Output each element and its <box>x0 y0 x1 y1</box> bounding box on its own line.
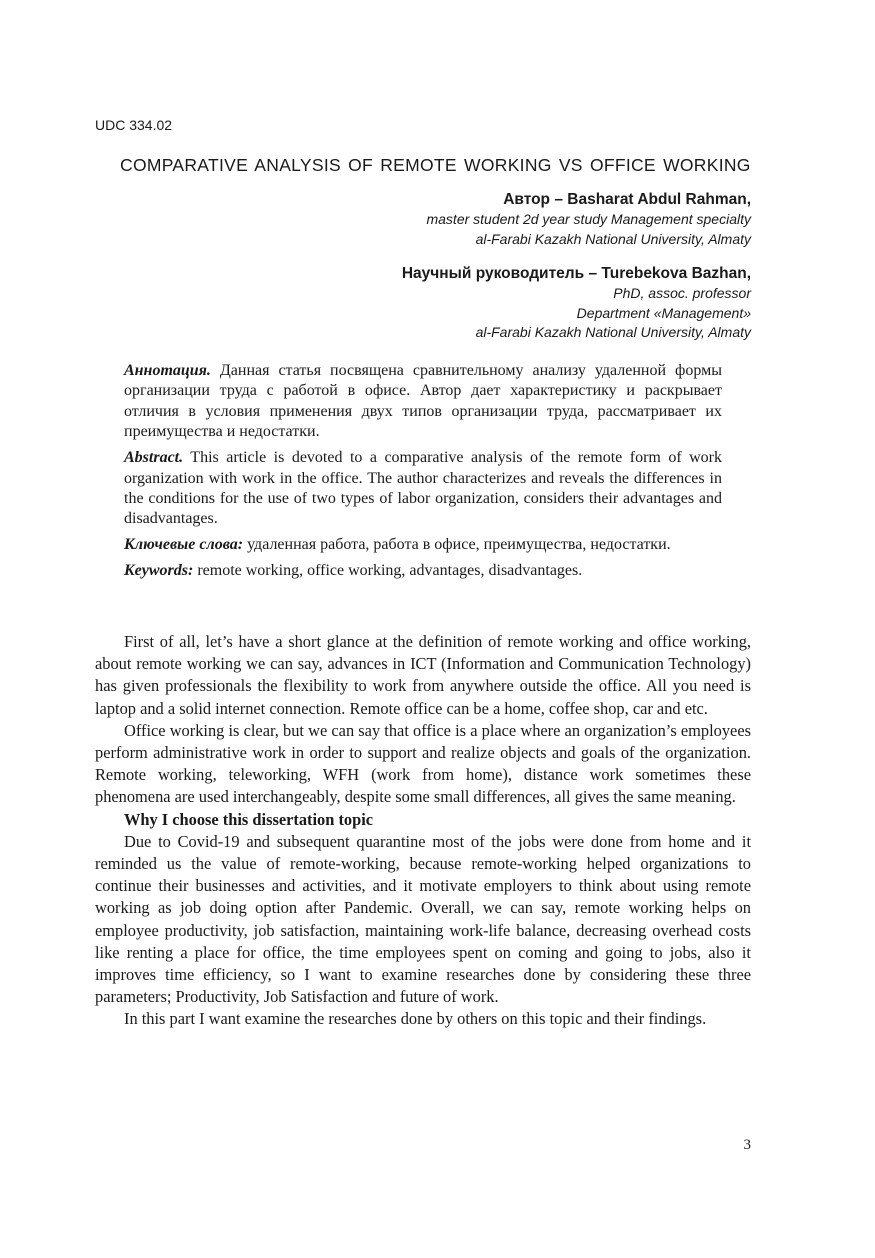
keywords-en-text: remote working, office working, advantages, disadvantages. <box>193 562 583 580</box>
keywords-en-paragraph <box>124 561 722 581</box>
abstract-text: This article is devoted to a comparative analysis of the remote form of work organization with work in the office. The author characterizes and reveals the differences in the conditions for the use of two types of labor organization, considers their advantages and disadvantages. <box>124 449 722 528</box>
annotation-label: Аннотация. <box>124 362 211 379</box>
keywords-ru-paragraph <box>124 535 722 555</box>
paper-page <box>95 0 751 1258</box>
author-block-1 <box>95 189 751 249</box>
keywords-ru-text: удаленная работа, работа в офисе, преимущества, недостатки. <box>243 536 671 554</box>
author-name: Автор – Basharat Abdul Rahman, <box>503 191 751 208</box>
abstract-label: Abstract. <box>124 449 184 467</box>
author-block-2 <box>95 263 751 343</box>
supervisor-affiliation-line: Department «Management» <box>576 304 751 321</box>
keywords-ru-label: Ключевые слова: <box>124 536 244 554</box>
author-affiliation-line: master student 2d year study Management specialty <box>426 211 751 227</box>
annotation-paragraph <box>124 361 722 443</box>
supervisor-affiliation-line: al-Farabi Kazakh National University, Almaty <box>475 324 751 340</box>
body-paragraph-4: In this part I want examine the researches done by others on this topic and their findings. <box>124 1009 707 1029</box>
section-heading: Why I choose this dissertation topic <box>124 809 374 829</box>
udc-code: UDC 334.02 <box>95 117 173 133</box>
abstracts-section <box>124 361 722 587</box>
body-section <box>95 631 751 1031</box>
page-number: 3 <box>743 1137 751 1153</box>
abstract-paragraph <box>124 448 722 530</box>
annotation-text: Данная статья посвящена сравнительному анализу удаленной формы организации труда с работой в офисе. Автор дает характеристику и раскрывает отличия в условия применения двух типов организации труда, рассматривает их преимущества и недостатки. <box>124 362 722 441</box>
supervisor-name: Научный руководитель – Turebekova Bazhan, <box>401 265 751 282</box>
keywords-en-label: Keywords: <box>124 562 194 580</box>
body-paragraph-2: Office working is clear, but we can say that office is a place where an organization’s employees perform administrative work in order to support and realize objects and goals of the organization. Remote working, teleworking, WFH (work from home), distance work sometimes these phenomena are used interchangeably, despite some small differences, all gives the same meaning. <box>95 720 751 807</box>
author-affiliation-line: al-Farabi Kazakh National University, Almaty <box>475 230 751 247</box>
body-paragraph-1: First of all, let’s have a short glance at the definition of remote working and office working, about remote working we can say, advances in ICT (Information and Communication Technology) has given professionals the flexibility to work from anywhere outside the office. All you need is laptop and a solid internet connection. Remote office can be a home, coffee shop, car and etc. <box>95 632 751 718</box>
paper-title: COMPARATIVE ANALYSIS OF REMOTE WORKING VS OFFICE WORKING <box>120 155 751 175</box>
supervisor-affiliation-line: PhD, assoc. professor <box>613 285 751 301</box>
body-paragraph-3: Due to Covid-19 and subsequent quarantine most of the jobs were done from home and it reminded us the value of remote-working, because remote-working helped organizations to continue their businesses and activities, and it motivate employers to think about using remote working as job doing option after Pandemic. Overall, we can say, remote working helps on employee productivity, job satisfaction, maintaining work-life balance, decreasing overhead costs like renting a place for office, the time employees spent on coming and going to jobs, also it improves time efficiency, so I want to examine researches done by considering these three parameters; Productivity, Job Satisfaction and future of work. <box>95 831 751 1007</box>
